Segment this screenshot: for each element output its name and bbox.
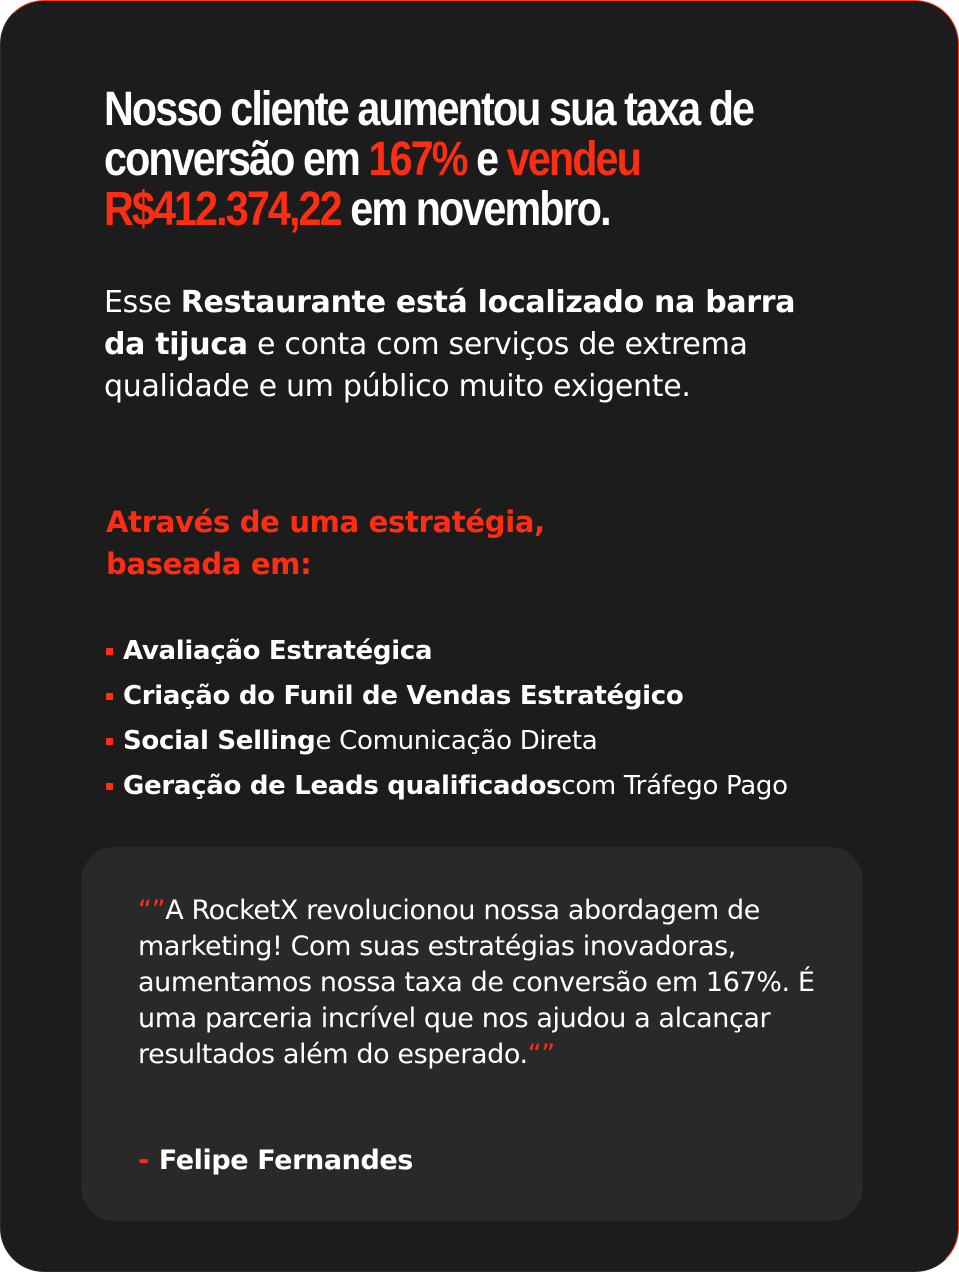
list-item-bold: Geração de Leads qualificados — [123, 771, 562, 801]
headline-part-3: em novembro. — [340, 183, 610, 236]
open-quote-icon: “” — [138, 895, 166, 926]
list-item — [106, 674, 788, 719]
intro-bold: Restaurante está localizado na barra da tijuca — [104, 285, 796, 362]
intro-rest: e conta com serviços de extrema qualidade e um público muito exigente. — [104, 327, 748, 404]
author-dash: - — [138, 1145, 149, 1176]
list-item — [106, 764, 788, 809]
list-item-rest: e Comunicação Direta — [315, 726, 598, 756]
list-item — [106, 629, 788, 674]
list-item-bold: Social Selling — [123, 726, 316, 756]
close-quote-icon: “” — [527, 1039, 555, 1070]
headline-part-1: Nosso cliente aumentou sua taxa de conversão em — [104, 83, 754, 186]
list-item — [106, 719, 788, 764]
bullet-square-icon — [106, 693, 113, 700]
strategy-line-2: baseada em: — [106, 547, 312, 581]
intro-paragraph — [104, 282, 824, 408]
bullet-square-icon — [106, 648, 113, 655]
strategy-heading — [106, 501, 545, 585]
headline-sales-amount: vendeu R$412.374,22 — [104, 133, 640, 236]
bullet-square-icon — [106, 738, 113, 745]
testimonial-text — [138, 893, 818, 1073]
strategy-line-1: Através de uma estratégia, — [106, 505, 545, 539]
headline-part-2: e — [466, 133, 507, 186]
list-item-bold: Avaliação Estratégica — [123, 636, 433, 666]
strategy-list — [106, 629, 788, 809]
testimonial-body: A RocketX revolucionou nossa abordagem de marketing! Com suas estratégias inovadoras, aumentamos nossa taxa de conversão em 167%. É uma parceria incrível que nos ajudou a alcançar resultados além do esperado. — [138, 895, 815, 1070]
author-name: Felipe Fernandes — [158, 1145, 413, 1176]
headline-percent: 167% — [368, 133, 467, 186]
bullet-square-icon — [106, 783, 113, 790]
list-item-bold: Criação do Funil de Vendas Estratégico — [123, 681, 684, 711]
testimonial-author — [138, 1143, 413, 1179]
testimonial-panel — [81, 847, 863, 1221]
list-item-rest: com Tráfego Pago — [561, 771, 788, 801]
headline — [104, 85, 758, 235]
intro-pre: Esse — [104, 285, 181, 320]
